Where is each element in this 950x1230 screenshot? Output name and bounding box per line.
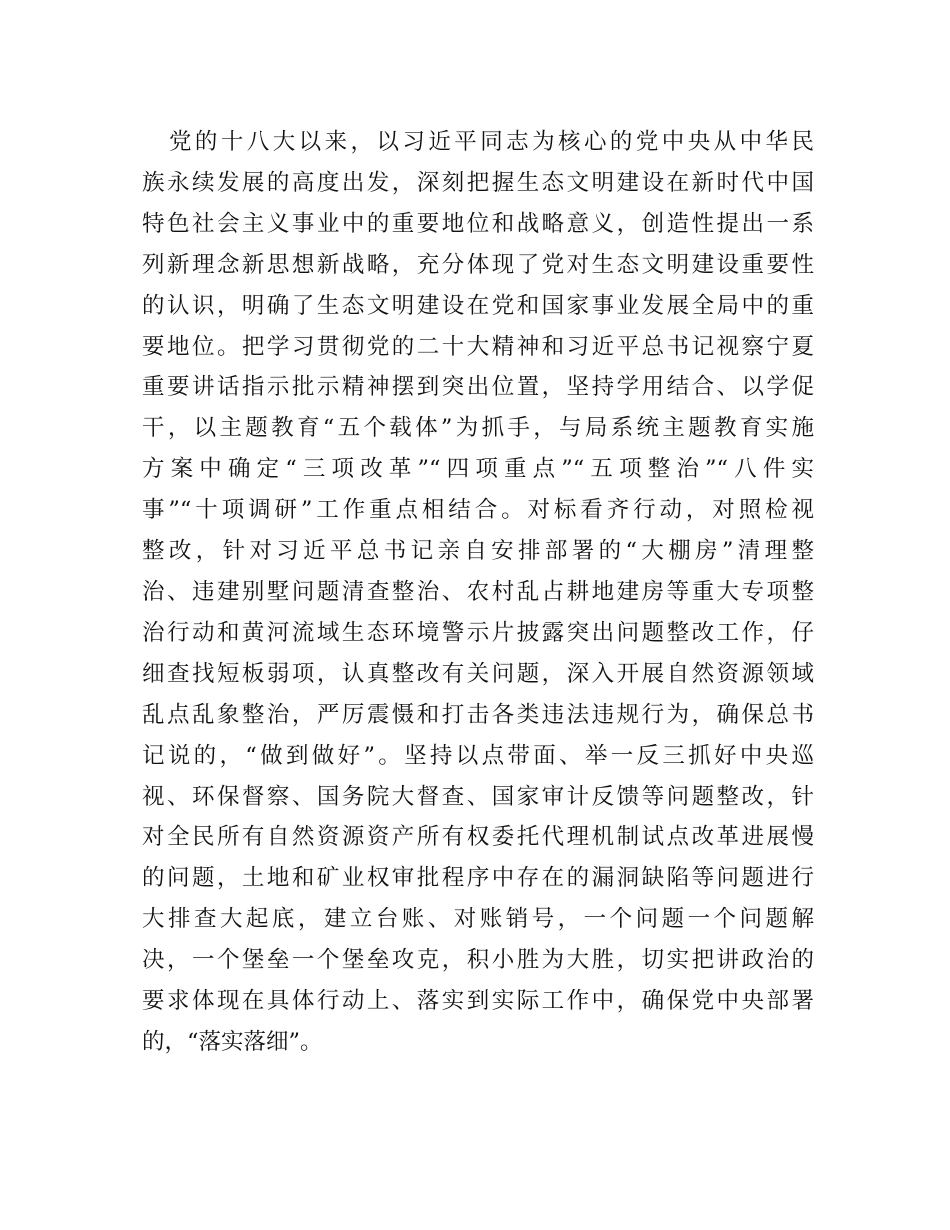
paragraph-line: 的问题，土地和矿业权审批程序中存在的漏洞缺陷等问题进行	[142, 865, 814, 892]
paragraph-line: 整改，针对习近平总书记亲自安排部署的“大棚房”清理整	[142, 538, 814, 565]
paragraph-line: 要地位。把学习贯彻党的二十大精神和习近平总书记视察宁夏	[142, 333, 814, 360]
paragraph-line: 对全民所有自然资源资产所有权委托代理机制试点改革进展慢	[142, 824, 814, 851]
paragraph-line: 细查找短板弱项，认真整改有关问题，深入开展自然资源领域	[142, 660, 814, 687]
paragraph-line: 视、环保督察、国务院大督查、国家审计反馈等问题整改，针	[142, 783, 814, 810]
paragraph-line: 事”“十项调研”工作重点相结合。对标看齐行动，对照检视	[142, 497, 814, 524]
paragraph-line: 要求体现在具体行动上、落实到实际工作中，确保党中央部署	[142, 988, 814, 1015]
paragraph-line: 方案中确定“三项改革”“四项重点”“五项整治”“八件实	[142, 456, 814, 483]
paragraph-line: 的认识，明确了生态文明建设在党和国家事业发展全局中的重	[142, 292, 814, 319]
paragraph-line: 乱点乱象整治，严厉震慑和打击各类违法违规行为，确保总书	[142, 701, 814, 728]
paragraph-line: 列新理念新思想新战略，充分体现了党对生态文明建设重要性	[142, 251, 814, 278]
paragraph-line: 的，“落实落细”。	[142, 1028, 323, 1055]
paragraph-line: 记说的，“做到做好”。坚持以点带面、举一反三抓好中央巡	[142, 742, 814, 769]
paragraph-line: 党的十八大以来，以习近平同志为核心的党中央从中华民	[169, 129, 814, 155]
paragraph-line: 族永续发展的高度出发，深刻把握生态文明建设在新时代中国	[142, 169, 814, 196]
paragraph-line: 决，一个堡垒一个堡垒攻克，积小胜为大胜，切实把讲政治的	[142, 947, 814, 974]
paragraph-line: 重要讲话指示批示精神摆到突出位置，坚持学用结合、以学促	[142, 374, 814, 401]
paragraph-line: 大排查大起底，建立台账、对账销号，一个问题一个问题解	[142, 906, 814, 933]
paragraph-line: 干，以主题教育“五个载体”为抓手，与局系统主题教育实施	[142, 415, 814, 442]
paragraph-line: 特色社会主义事业中的重要地位和战略意义，创造性提出一系	[142, 210, 814, 237]
body-paragraph	[142, 122, 814, 1063]
paragraph-line: 治、违建别墅问题清查整治、农村乱占耕地建房等重大专项整	[142, 578, 814, 605]
paragraph-line: 治行动和黄河流域生态环境警示片披露突出问题整改工作，仔	[142, 619, 814, 646]
